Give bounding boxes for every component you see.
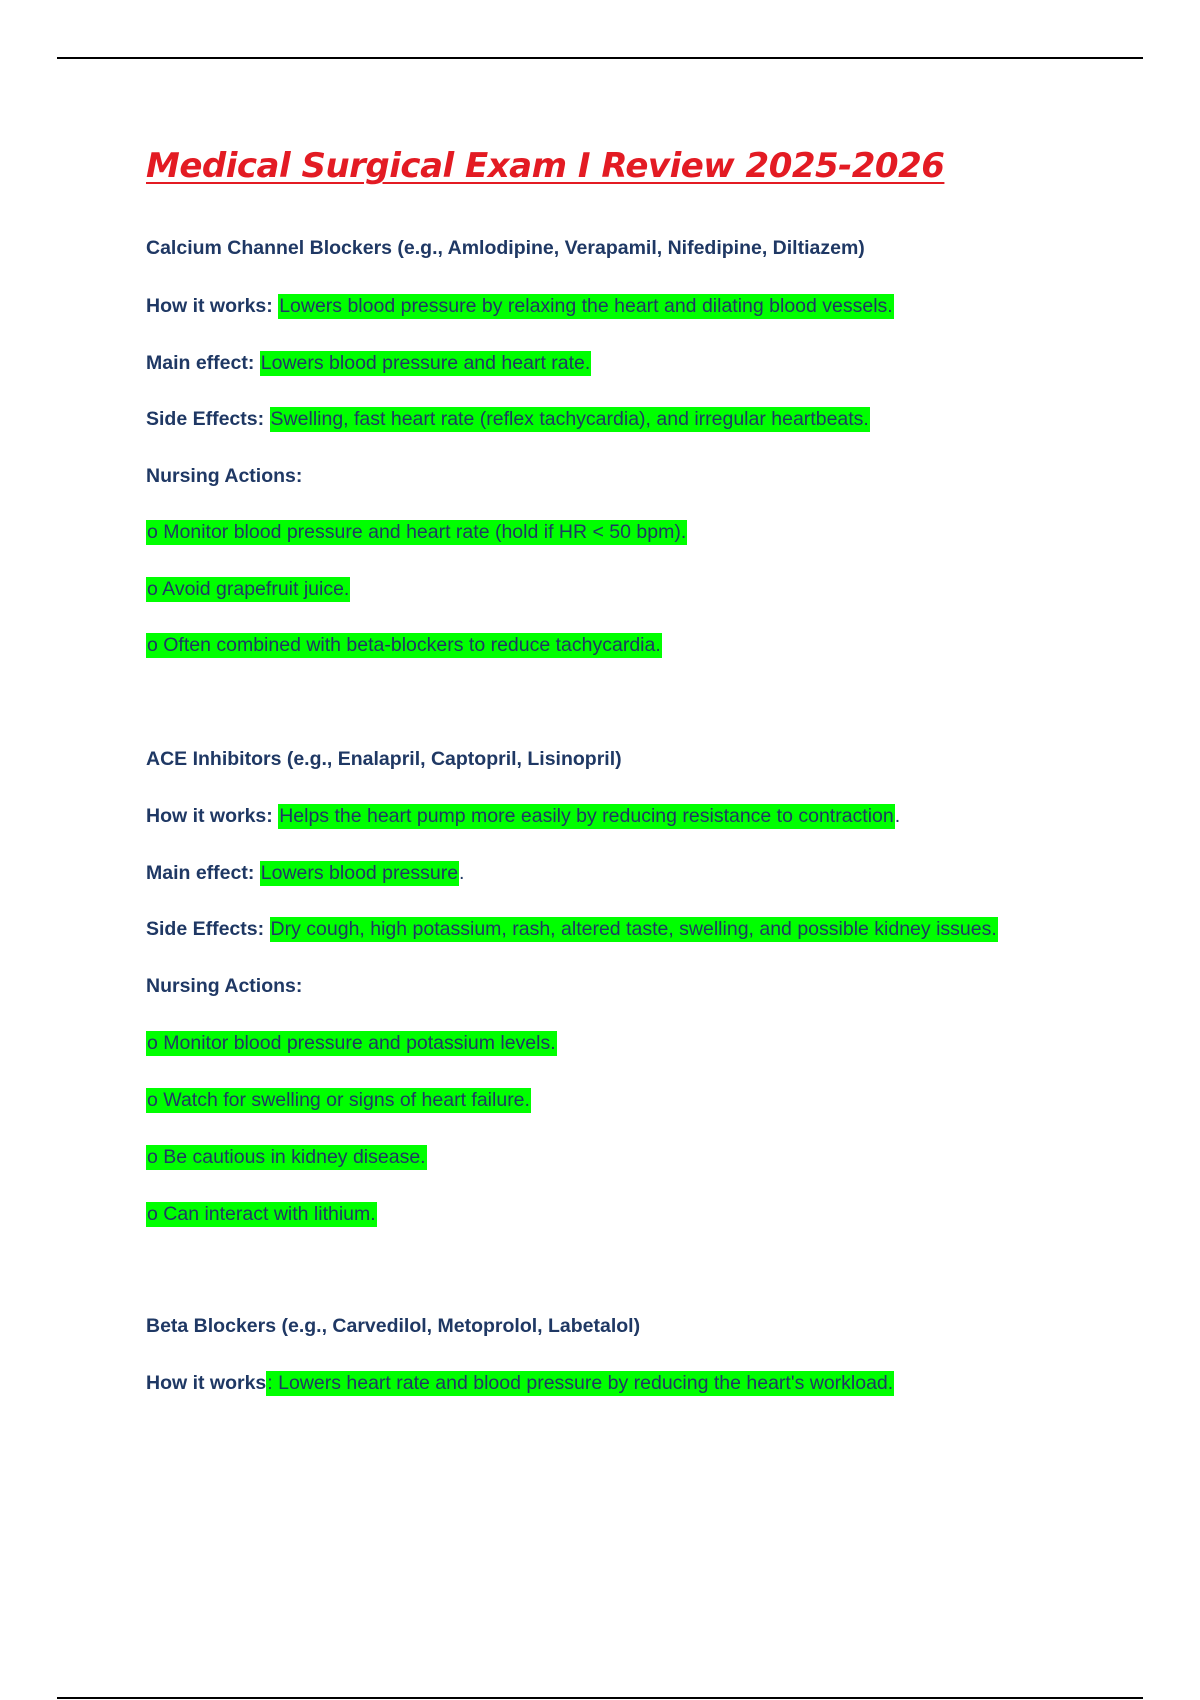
nursing-action-item: [146, 1144, 427, 1170]
nursing-action-item: [146, 1030, 557, 1056]
drug-class-heading-text: ACE Inhibitors (e.g., Enalapril, Captopril, Lisinopril): [146, 748, 622, 770]
nursing-action-text: o Watch for swelling or signs of heart failure.: [147, 1089, 530, 1111]
drug-class-heading: [146, 746, 622, 772]
main-effect-text: Lowers blood pressure: [260, 862, 459, 884]
drug-class-heading-text: Beta Blockers (e.g., Carvedilol, Metoprolol, Labetalol): [146, 1315, 641, 1337]
drug-class-heading: [146, 235, 865, 261]
how-it-works-line: [146, 1370, 894, 1396]
how-it-works-line: [146, 293, 894, 319]
nursing-action-item: [146, 576, 350, 602]
nursing-action-item: [146, 1087, 531, 1113]
nursing-action-text: o Often combined with beta-blockers to reduce tachycardia.: [147, 634, 661, 656]
nursing-action-item: [146, 519, 687, 545]
side-effects-label: Side Effects:: [146, 918, 270, 940]
main-effect-line: [146, 350, 591, 376]
how-it-works-text: : Lowers heart rate and blood pressure by reducing the heart's workload.: [267, 1372, 894, 1394]
drug-class-heading-text: Calcium Channel Blockers (e.g., Amlodipine, Verapamil, Nifedipine, Diltiazem): [146, 237, 865, 259]
document-title: Medical Surgical Exam I Review 2025-2026: [146, 146, 945, 186]
drug-class-heading: [146, 1313, 640, 1339]
nursing-action-text: o Avoid grapefruit juice.: [147, 578, 350, 600]
main-effect-label: Main effect:: [146, 862, 260, 884]
main-effect-line: [146, 860, 464, 886]
nursing-action-text: o Can interact with lithium.: [147, 1203, 376, 1225]
nursing-action-item: [146, 632, 662, 658]
side-effects-line: [146, 916, 998, 942]
how-it-works-line: [146, 803, 900, 829]
how-it-works-text: Helps the heart pump more easily by reducing resistance to contraction: [279, 805, 894, 827]
how-it-works-text: Lowers blood pressure by relaxing the heart and dilating blood vessels.: [279, 295, 893, 317]
bottom-rule: [57, 1697, 1143, 1699]
nursing-actions-line: [146, 463, 302, 489]
nursing-action-text: o Monitor blood pressure and heart rate (hold if HR < 50 bpm).: [147, 521, 687, 543]
side-effects-text: Dry cough, high potassium, rash, altered taste, swelling, and possible kidney issues.: [270, 918, 997, 940]
nursing-action-item: [146, 1201, 377, 1227]
nursing-actions-line: [146, 973, 302, 999]
main-effect-label: Main effect:: [146, 352, 260, 374]
side-effects-text: Swelling, fast heart rate (reflex tachycardia), and irregular heartbeats.: [270, 408, 869, 430]
side-effects-line: [146, 406, 870, 432]
how-it-works-suffix: .: [894, 805, 901, 827]
nursing-actions-label: Nursing Actions:: [146, 975, 303, 997]
how-it-works-label: How it works: [146, 1372, 267, 1394]
nursing-action-text: o Be cautious in kidney disease.: [147, 1146, 426, 1168]
main-effect-suffix: .: [459, 862, 465, 884]
side-effects-label: Side Effects:: [146, 408, 270, 430]
top-rule: [57, 57, 1143, 59]
main-effect-text: Lowers blood pressure and heart rate.: [260, 352, 591, 374]
how-it-works-label: How it works:: [146, 295, 279, 317]
nursing-actions-label: Nursing Actions:: [146, 465, 303, 487]
how-it-works-label: How it works:: [146, 805, 279, 827]
nursing-action-text: o Monitor blood pressure and potassium levels.: [147, 1032, 556, 1054]
